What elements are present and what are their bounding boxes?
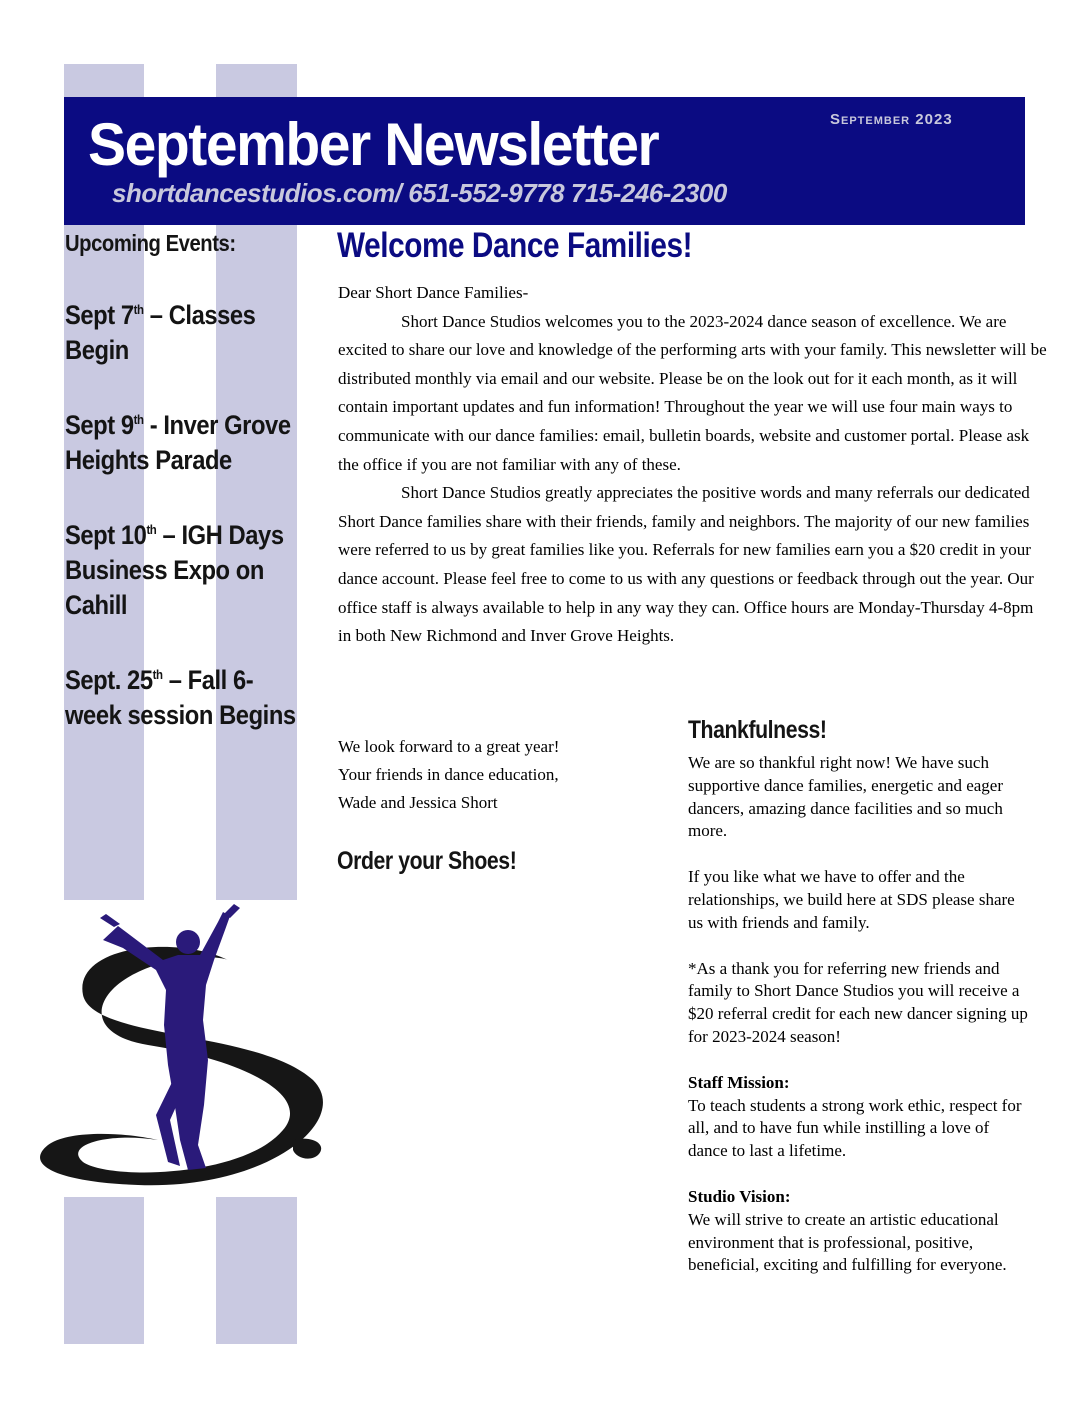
events-heading: Upcoming Events:	[65, 230, 236, 256]
letter-closing	[338, 733, 668, 817]
studio-vision	[688, 1186, 1028, 1277]
thankfulness-heading: Thankfulness!	[688, 716, 827, 744]
staff-mission	[688, 1072, 1028, 1163]
welcome-letter	[338, 279, 1050, 651]
right-stripe-bottom	[216, 1197, 297, 1344]
thankfulness-paragraph: If you like what we have to offer and the relationships, we build here at SDS please share us with friends and family.	[688, 867, 1015, 932]
newsletter-title: September Newsletter	[88, 111, 659, 178]
letter-paragraph: Short Dance Studios welcomes you to the 2023-2024 dance season of excellence. We are excited to share our love and knowledge of the performing arts with your family. This newsletter will be distributed monthly via email and our website. Please be on the look out for it each month, as it will contain important updates and fun information! Throughout the year we will use four main ways to communicate with our dance families: email, bulletin boards, website and customer portal. Please ask the office if you are not familiar with any of these.	[338, 311, 1047, 474]
referral-note: *As a thank you for referring new friends and family to Short Dance Studios you will receive a $20 referral credit for each new dancer signing up for 2023-2024 season!	[688, 958, 1028, 1046]
event-item: Sept. 25th – Fall 6-week session Begins	[65, 665, 296, 730]
thankfulness-column	[688, 752, 1028, 1300]
staff-mission-text: To teach students a strong work ethic, respect for all, and to have fun while instilling a love of dance to last a lifetime.	[688, 1095, 1022, 1161]
welcome-heading: Welcome Dance Families!	[337, 226, 693, 265]
studio-vision-label: Studio Vision:	[688, 1186, 791, 1206]
studio-vision-text: We will strive to create an artistic educational environment that is professional, positive, beneficial, exciting and fulfilling for everyone.	[688, 1209, 1007, 1275]
event-item: Sept 9th - Inver Grove Heights Parade	[65, 410, 291, 475]
letter-greeting: Dear Short Dance Families-	[338, 283, 529, 302]
event-item: Sept 7th – Classes Begin	[65, 300, 256, 365]
left-stripe-bottom	[64, 1197, 144, 1344]
dancer-s-logo-icon	[28, 900, 328, 1200]
letter-paragraph: Short Dance Studios greatly appreciates the positive words and many referrals our dedicated Short Dance families share with their friends, family and neighbors. The majority of our new families were referred to us by great families like you. Referrals for new families earn you a $20 credit in your dance account. Please feel free to come to us with any questions or feedback through out the year. Our office staff is always available to help in any way they can. Office hours are Monday-Thursday 4-8pm in both New Richmond and Inver Grove Heights.	[338, 483, 1034, 646]
order-shoes-heading: Order your Shoes!	[337, 847, 517, 875]
contact-line: shortdancestudios.com/ 651-552-9778 715-246-2300	[112, 178, 727, 208]
event-item: Sept 10th – IGH Days Business Expo on Cahill	[65, 520, 284, 620]
thankfulness-paragraph: We are so thankful right now! We have such supportive dance families, energetic and eager dancers, amazing dance facilities and so much more.	[688, 753, 1003, 841]
closing-signature: Wade and Jessica Short	[338, 793, 498, 812]
upcoming-events	[65, 228, 305, 733]
closing-line: Your friends in dance education,	[338, 765, 559, 784]
staff-mission-label: Staff Mission:	[688, 1072, 790, 1092]
issue-date: September 2023	[830, 111, 953, 128]
closing-line: We look forward to a great year!	[338, 737, 560, 756]
